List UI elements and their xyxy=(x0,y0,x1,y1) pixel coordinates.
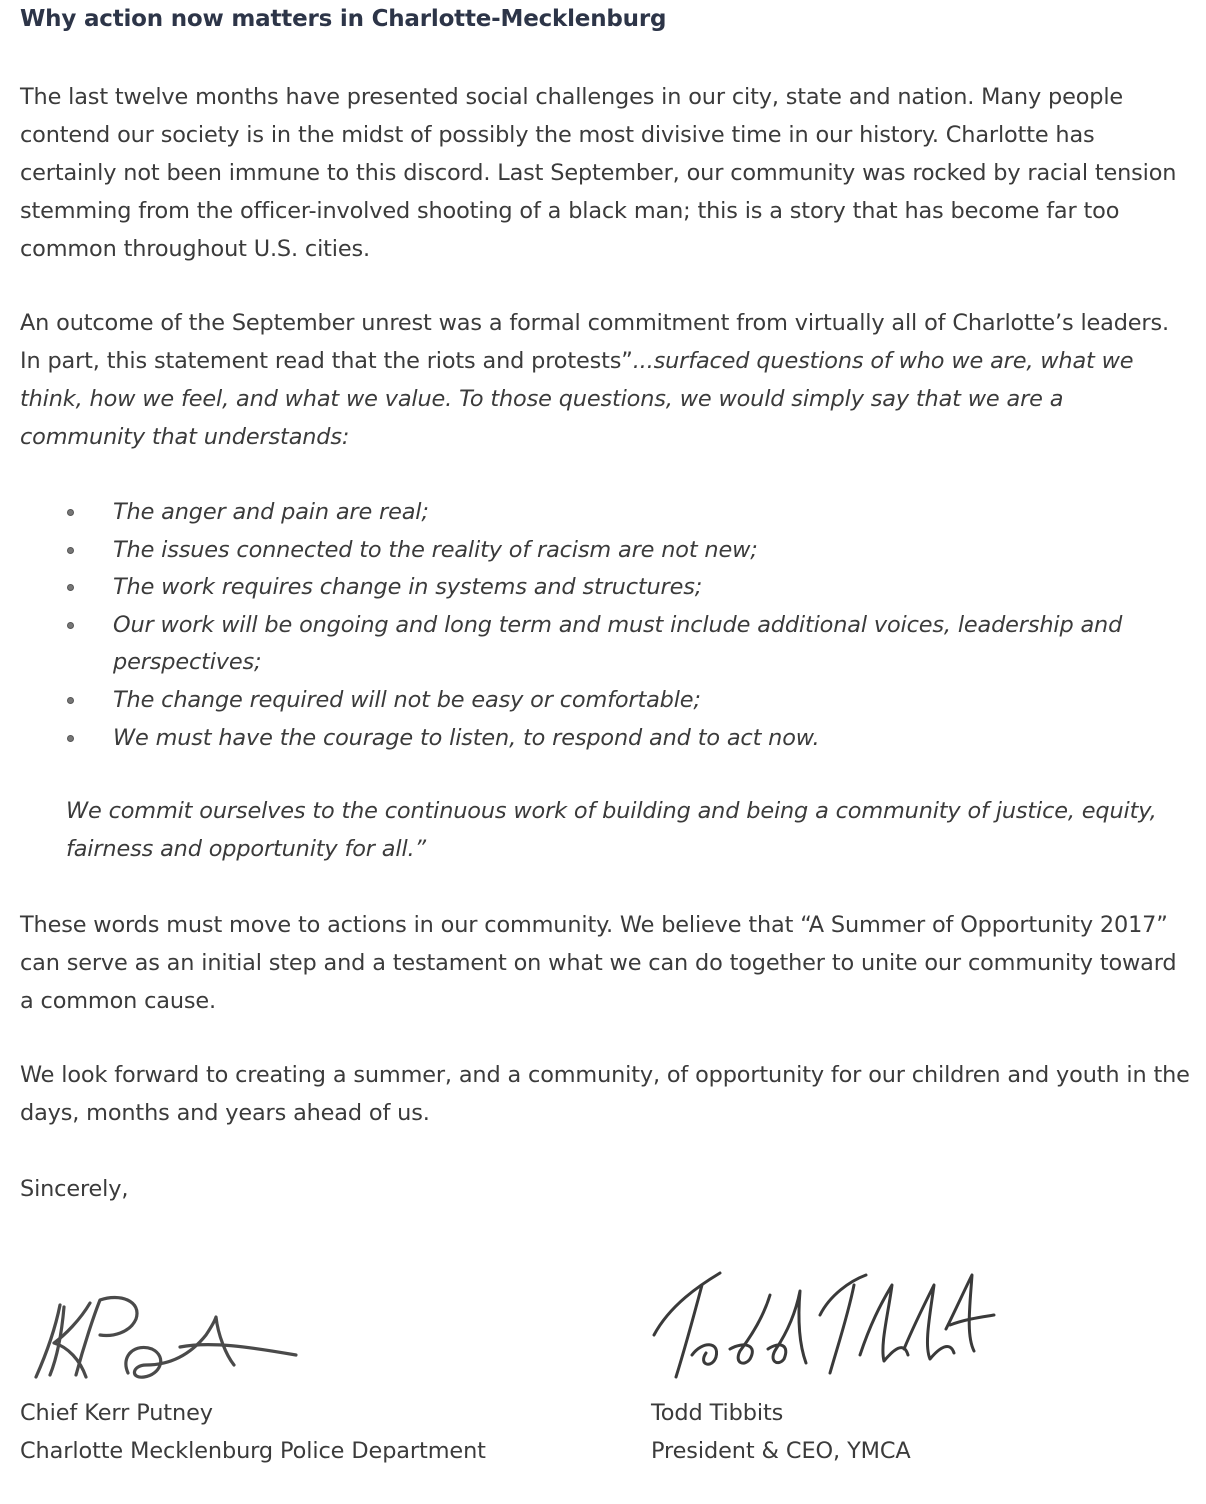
paragraph-lead-text: An outcome of the September unrest was a formal commitment from virtually all of Charlotte’s leaders. In part, this statement read that the riots and protests” xyxy=(20,310,1169,374)
list-item xyxy=(62,532,1187,570)
bullet-icon xyxy=(67,735,74,742)
list-item-text: We must have the courage to listen, to respond and to act now. xyxy=(113,724,820,751)
signature-putney-image xyxy=(20,1285,320,1395)
list-item-text: The change required will not be easy or comfortable; xyxy=(113,686,701,713)
list-item-text: The issues connected to the reality of racism are not new; xyxy=(113,536,758,563)
list-item-text: The work requires change in systems and structures; xyxy=(113,574,703,601)
bullet-icon xyxy=(67,547,74,554)
paragraph-looking-forward: We look forward to creating a summer, and a community, of opportunity for our children and youth in the days, months and years ahead of us. xyxy=(20,1062,1190,1126)
list-item xyxy=(62,569,1187,607)
paragraph-commitment-intro xyxy=(20,304,1190,456)
paragraph-quote-text: ...surfaced questions of who we are, what we think, how we feel, and what we value. To those questions, we would simply say that we are a community that understands: xyxy=(20,348,1134,450)
paragraph-challenges: The last twelve months have presented social challenges in our city, state and nation. Many people contend our society is in the midst of possibly the most divisive time in our history. Charlotte has certainly not been immune to this discord. Last September, our community was rocked by racial tension stemming from the officer-involved shooting of a black man; this is a story that has become far too common throughout U.S. cities. xyxy=(20,84,1177,262)
list-item-text: Our work will be ongoing and long term and must include additional voices, leadership and perspectives; xyxy=(113,611,1123,676)
signer-name: Chief Kerr Putney xyxy=(20,1400,213,1426)
paragraph-summer-of-opportunity: These words must move to actions in our community. We believe that “A Summer of Opportunity 2017” can serve as an initial step and a testament on what we can do together to unite our community toward a common cause. xyxy=(20,912,1177,1014)
signer-putney xyxy=(20,1394,486,1470)
list-item xyxy=(62,607,1187,682)
signature-tibbits-image xyxy=(640,1245,1000,1395)
list-item xyxy=(62,720,1187,758)
signer-tibbits xyxy=(651,1394,911,1470)
signer-title: Charlotte Mecklenburg Police Department xyxy=(20,1438,486,1464)
signer-title: President & CEO, YMCA xyxy=(651,1438,911,1464)
letter-heading: Why action now matters in Charlotte-Mecklenburg xyxy=(20,6,667,32)
list-item xyxy=(62,682,1187,720)
signer-name: Todd Tibbits xyxy=(651,1400,784,1426)
bullet-icon xyxy=(67,509,74,516)
bullet-icon xyxy=(67,622,74,629)
list-item xyxy=(62,494,1187,532)
bullet-icon xyxy=(67,697,74,704)
commitment-bullet-list xyxy=(62,494,1187,757)
commitment-quote: We commit ourselves to the continuous work of building and being a community of justice, equity, fairness and opportunity for all.” xyxy=(66,798,1157,862)
bullet-icon xyxy=(67,584,74,591)
list-item-text: The anger and pain are real; xyxy=(113,499,429,525)
closing-salutation: Sincerely, xyxy=(20,1176,129,1202)
